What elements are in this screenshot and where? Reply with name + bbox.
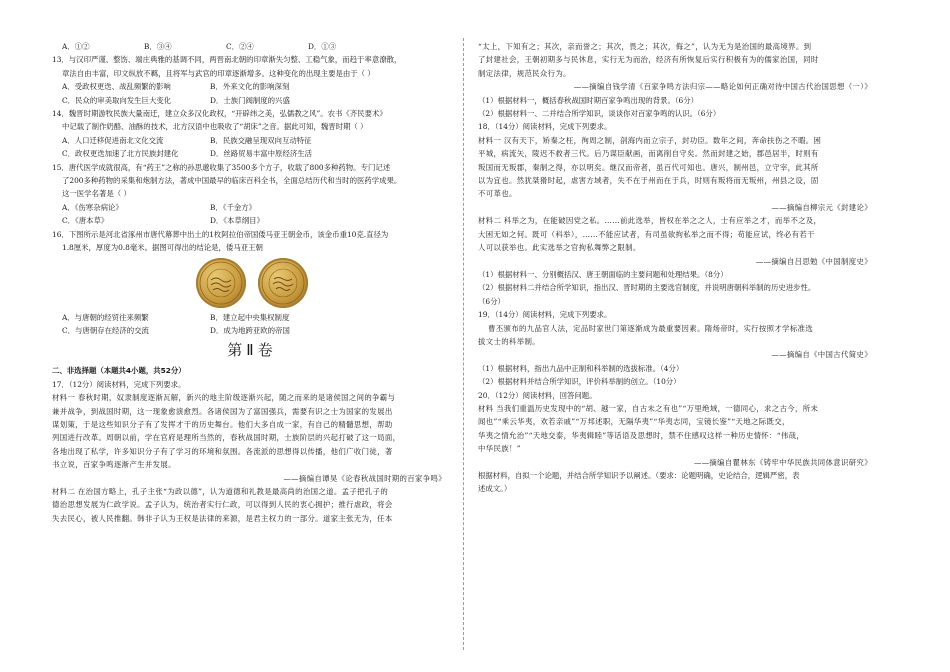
q19-material-line-1: 曹丕颁布的九品官人法，定品时家世门第逐渐成为最重要因素。隋炀帝时，实行按照才学标准选 [488, 323, 814, 333]
q17-material-1-line-3: 谋划策，于是这些知识分子有了发挥才干的历史舞台。他们大多自成一家，有自己的精髓思想，帮助 [52, 419, 393, 429]
q17-material-1-source: ——摘编自谭昊《论春秋战国时期的百家争鸣》 [283, 473, 446, 483]
q18-material-1-line-4: 以为宜也。然犹桀猾时起，虐害方域者，失不在于州而在于兵，时则有叛将而无叛州，州县之设，固 [478, 176, 819, 186]
q17-material-1-line-6: 书立说，百家争鸣逐渐产生并发展。 [52, 460, 176, 470]
q17-material-1-line-4: 列国进行改革。周朝以前，学在官府是理所当然的，春秋战国时期，士族阶层的兴起打破了这一局面， [52, 433, 401, 443]
q16-option-b: B．建立起中央集权制度 [210, 312, 290, 322]
q13-option-d: D．士族门阀制度的兴盛 [210, 95, 290, 105]
q13-stem-line-1: 13．与汉印严谨、整饬、端庄典雅的基调不同，两晋南北朝的印章渐失匀整、工稳气象，而趋于率意潦散， [52, 55, 402, 65]
q15-stem-line-3: 这一医学名著是（ ） [62, 189, 131, 199]
q12-option-b: B．③④ [144, 42, 172, 51]
q16-option-d: D．成为地跨亚欧的帝国 [210, 325, 290, 335]
question-14 [52, 107, 452, 161]
q18-requirement-1: （1）根据材料一、分别概括汉、唐王朝面临的主要问题和处理结果。（8分） [478, 269, 728, 279]
q18-requirement-2: （2）根据材料二并结合所学知识，指出汉、晋时期的主要选官制度，并说明唐朝科举制的历史进步性。 [478, 283, 816, 293]
q13-option-b: B．外来文化的影响深刻 [210, 82, 290, 92]
gold-coin-obverse [196, 258, 246, 308]
q14-option-d: D．丝路贸易丰富中原经济生活 [210, 149, 313, 159]
q18-material-1-line-5: 不可革也。 [478, 189, 517, 199]
q14-option-a: A．人口迁移促进南北文化交流 [62, 135, 164, 145]
column-divider [463, 38, 464, 650]
q15-option-a: A．《伤寒杂病论》 [62, 202, 123, 212]
q12-option-a: A．①② [62, 42, 90, 51]
q18-head: 18．（14分）阅读材料，完成下列要求。 [478, 122, 612, 132]
q17-material-1-line-2: 兼并战争，到战国时期，这一现象愈演愈烈。各诸侯国为了富国强兵，需要有识之士为国家的发展出 [52, 406, 393, 416]
q15-stem-line-2: 了200多种药物的采集和炮制方法，著成中国最早的临床百科全书，全面总结历代和当时的医药学成果。 [62, 176, 402, 186]
question-20 [478, 389, 878, 496]
q14-stem-line-2: 中记载了制作奶酪、油酥的技术，北方汉语中也吸收了“胡床”之音。据此可知，魏晋时期（ ） [62, 122, 368, 132]
q15-stem-line-1: 15．唐代医学成就很高，有“药王”之称的孙思邈收集了3500多个方子，收载了800多种药物。专门记述 [52, 162, 391, 172]
left-column [52, 40, 452, 525]
q17-cont-line-3: 制定法律，规范民众行为。 [478, 68, 571, 78]
q14-option-c: C．政权更迭加速了北方民族封建化 [62, 149, 179, 159]
q15-option-d: D．《本草纲目》 [210, 216, 264, 226]
q16-option-c: C．与唐朝存在经济的交流 [62, 325, 149, 335]
q16-option-a: A．与唐朝的经贸往来频繁 [62, 312, 149, 322]
right-column [478, 40, 878, 496]
q14-option-b: B．民族交融呈现双向互动特征 [210, 135, 312, 145]
q19-requirement-1: （1）根据材料，指出九品中正制和科举制的选拔标准。（4分） [478, 363, 684, 373]
question-13 [52, 53, 452, 107]
q12-option-c: C．②④ [226, 42, 254, 51]
q19-head: 19．（14分）阅读材料，完成下列要求。 [478, 310, 612, 320]
q17-cont-line-2: 了封建社会，王朝初期多与民休息，实行无为而治，经济有所恢复后实行积极有为的儒家治国，同时 [478, 55, 819, 65]
q18-material-1-source: ——摘编自柳宗元《封建论》 [771, 202, 872, 212]
q12-option-d: D．①③ [308, 42, 337, 51]
question-15 [52, 161, 452, 228]
q20-material-line-1: 材料 当我们重温历史发现中的“胡、越一家，自古未之有也”“万里绝域，一德同心，求之古今，所未 [478, 403, 819, 413]
volume-title: 第Ⅱ卷 [227, 341, 277, 360]
q20-head: 20．（12分）阅读材料，回答问题。 [478, 390, 597, 400]
q15-option-b: B．《千金方》 [210, 202, 257, 212]
gold-coin-reverse [258, 258, 308, 308]
q19-material-line-2: 拔文士的科举制。 [478, 336, 540, 346]
question-19 [478, 308, 878, 388]
q20-material-line-3: 华夷之情允治”“天地交泰，华夷辑睦”等话语及思想时，禁不住感叹这样一种历史情怀：“伟哉， [478, 430, 805, 440]
q12-options [52, 40, 452, 53]
q18-material-2-source: ——摘编自吕思勉《中国制度史》 [755, 256, 872, 266]
q17-head: 17．（12分）阅读材料，完成下列要求。 [52, 379, 186, 389]
question-18 [478, 120, 878, 308]
q17-continued [478, 40, 878, 120]
q17-material-2-line-1: 材料二 在治国方略上，孔子主张“为政以德”，认为道德和礼教是最高尚的治国之道。孟子把孔子的 [52, 486, 389, 496]
q17-cont-line-1: “太上，下知有之；其次，亲而誉之；其次，畏之；其次，侮之”，认为无为是治国的最高境界。到 [478, 42, 812, 51]
question-17 [52, 378, 452, 525]
q20-material-source: ——摘编自瞿林东《铸牢中华民族共同体意识研究》 [693, 457, 872, 467]
q17-material-1-line-1: 材料一 春秋时期，奴隶制度逐渐瓦解，新兴的地主阶级逐渐兴起，随之而来的是诸侯国之间的争霸与 [52, 393, 396, 403]
q15-option-c: C．《唐本草》 [62, 216, 109, 226]
q18-requirement-2-score: （6分） [478, 296, 505, 306]
q19-requirement-2: （2）根据材料并结合所学知识，评价科举制的创立。（10分） [478, 377, 681, 387]
section-title: 二、非选择题（本题共4小题，共52分） [52, 366, 186, 376]
q17-material-2-line-3: 失去民心，被人民推翻。韩非子认为王权是法律的来源，是君主权力的一部分。道家主张无为，任本 [52, 513, 393, 523]
q18-material-1-line-1: 材料一 汉有天下，矫秦之枉，徇周之制，剖海内而立宗子，封功臣。数年之间，奔命扶伤之不暇。困 [478, 135, 822, 145]
q17-requirement-2: （2）根据材料一、二并结合所学知识，谈谈你对百家争鸣的认识。（6分） [478, 109, 721, 119]
q16-stem-line-1: 16．下图所示是河北省涿州市唐代幕葬中出土的1枚阿拉伯帝国倭马亚王朝金币，该金币重10克.直径为 [52, 229, 389, 239]
q13-option-c: C．民众的审美取向发生巨大变化 [62, 95, 172, 105]
question-16 [52, 228, 452, 338]
gold-coin-figure [52, 257, 452, 309]
q17-requirement-1: （1）根据材料一，概括春秋战国时期百家争鸣出现的背景。（6分） [478, 95, 699, 105]
q17-material-1-line-5: 各地出现了私学，许多知识分子有了学习的环境和氛围。各流派的思想得以传播，他们广收门徒，著 [52, 446, 393, 456]
q20-requirement-line-1: 根据材料，自拟一个论题，并结合所学知识予以阐述。（要求：论题明确，史论结合，逻辑严密，表 [478, 471, 800, 480]
q18-material-1-line-2: 平城，病流矢，陵迟不救者三代。后乃谋臣献画，而离削自守矣。然而封建之始，郡邑居半，时则有 [478, 149, 819, 159]
q13-option-a: A．受政权更迭、战乱频繁的影响 [62, 82, 171, 92]
q19-material-source: ——摘编自《中国古代简史》 [771, 350, 872, 360]
q18-material-2-line-1: 材料二 科举之为，在能破因党之私。……前此选举，皆权在举之之人，士有应举之才，而举不之及， [478, 216, 822, 226]
q18-material-2-line-2: 大困无如之何。既可（科举），……不能应试者，有司虽欲拘私举之而不得；苟能应试，终必有若干 [478, 229, 815, 239]
q18-material-2-line-3: 人可以获举也。此实选举之官拘私舞弊之限制。 [478, 243, 641, 253]
q20-requirement-line-2: 述成文。） [478, 484, 512, 494]
q18-material-1-line-3: 叛国而无叛郡，秦制之得，亦以明矣。继汉而帝者，虽百代可知也。唐兴，制州邑，立守宰，此其所 [478, 162, 819, 172]
q14-stem-line-1: 14．魏晋时期游牧民族大量南迁，建立众多汉化政权，“开辟纬之美，弘儒教之风”。农书《齐民要术》 [52, 109, 387, 119]
q20-material-line-4: 中华民族！” [478, 444, 521, 454]
q13-stem-line-2: 章法自由丰富，印文纵放不羁，且将军与武官的印章逐渐增多。这种变化的出现主要是由于（ ） [62, 68, 375, 78]
q20-material-line-2: 闻也”“乘云华夷，欢若亲戚”“万邦述职，无隔华夷”“华夷志同，宝镜长鉴”“天地之际既交， [478, 417, 790, 427]
q17-material-2-source: ——摘编自钱学清《百家争鸣方法归宗——略论如何正确对待中国古代治国思想（一）》 [573, 82, 872, 92]
q16-stem-line-2: 1.8厘米，厚度为0.8毫米。据图可得出的结论是，倭马亚王朝 [62, 243, 263, 253]
q17-material-2-line-2: 德治思想发展为仁政学说。孟子认为，统治者实行仁政，可以得到人民的衷心拥护；推行虐政，将会 [52, 500, 393, 510]
